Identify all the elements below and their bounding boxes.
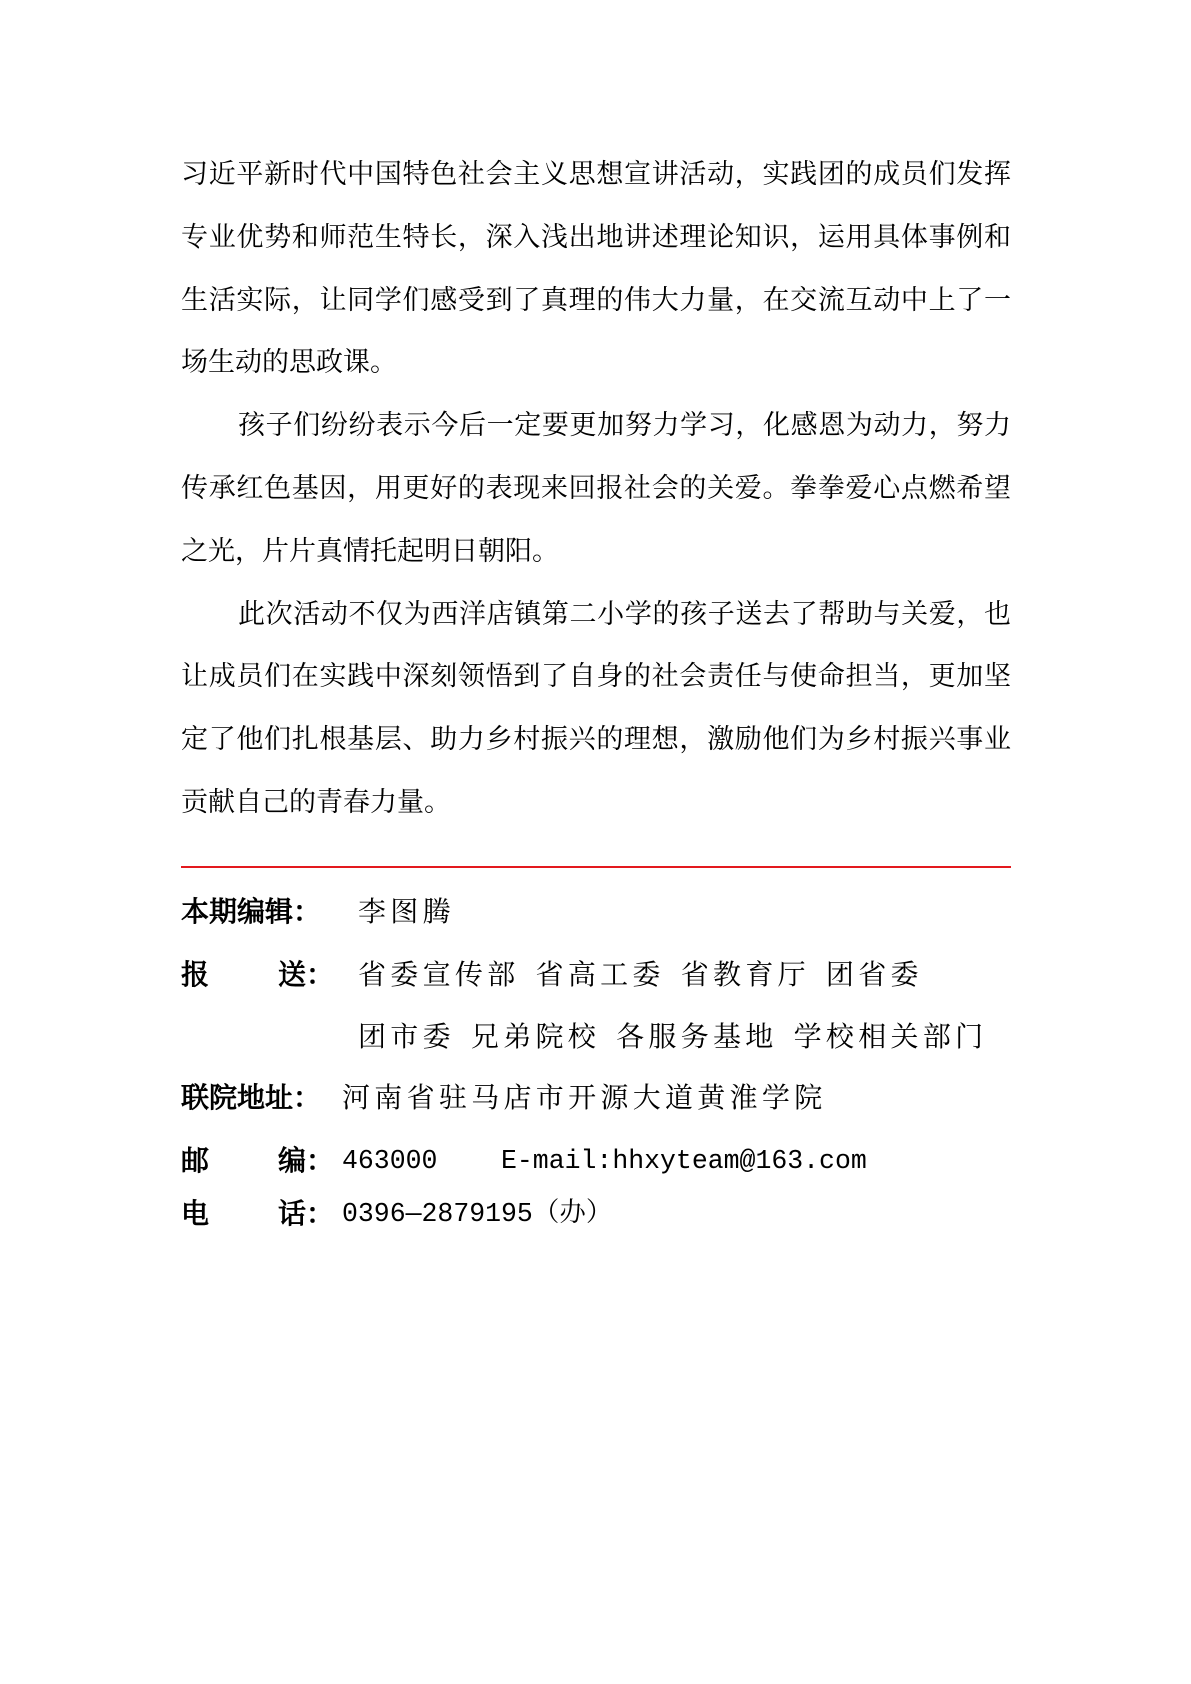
text-line: 此次活动不仅为西洋店镇第二小学的孩子送去了帮助与关爱，也: [238, 598, 1011, 630]
body-text: [181, 144, 1011, 835]
text-line: 之光，片片真情托起明日朝阳。: [181, 535, 559, 567]
text-line: 生活实际，让同学们感受到了真理的伟大力量，在交流互动中上了一: [181, 284, 1011, 316]
editor-label: 本期编辑：: [181, 895, 322, 928]
recipients-row-continued: [181, 1017, 1011, 1057]
recipient-item: 各服务基地: [616, 1020, 778, 1053]
divider-line: [181, 866, 1011, 868]
text-line: 传承红色基因，用更好的表现来回报社会的关爱。拳拳爱心点燃希望: [181, 472, 1011, 504]
phone-value: 0396—2879195（办）: [342, 1199, 613, 1229]
recipients-label-second: 送：: [278, 958, 335, 991]
text-line: 孩子们纷纷表示今后一定要更加努力学习，化感恩为动力，努力: [238, 410, 1011, 442]
recipient-item: 团省委: [825, 958, 923, 991]
recipient-item: 兄弟院校: [470, 1020, 601, 1053]
recipients-list-line-2: [358, 1017, 1003, 1057]
phone-label-second: 话：: [278, 1197, 335, 1230]
recipients-row: [181, 955, 1011, 995]
phone-label-first: 电: [181, 1197, 210, 1230]
editor-name: 李图腾: [358, 895, 455, 928]
address-row: [181, 1078, 1011, 1118]
editor-row: [181, 892, 1011, 932]
paragraph: [181, 144, 1011, 395]
text-line: 定了他们扎根基层、助力乡村振兴的理想，激励他们为乡村振兴事业: [181, 724, 1011, 756]
paragraph: [181, 584, 1011, 835]
postcode-value: 463000: [342, 1146, 438, 1176]
text-line: 贡献自己的青春力量。: [181, 786, 451, 818]
recipient-item: 省委宣传部: [358, 958, 520, 991]
recipient-item: 省教育厅: [680, 958, 810, 991]
email-text: E-mail:hhxyteam@163.com: [501, 1146, 867, 1176]
recipients-label-first: 报: [181, 958, 210, 991]
text-line: 让成员们在实践中深刻领悟到了自身的社会责任与使命担当，更加坚: [181, 661, 1011, 693]
recipient-item: 学校相关部门: [793, 1020, 988, 1053]
postcode-row: [181, 1141, 1011, 1181]
paragraph: [181, 395, 1011, 583]
text-line: 习近平新时代中国特色社会主义思想宣讲活动，实践团的成员们发挥: [181, 159, 1011, 190]
recipients-list-line-1: [358, 955, 939, 995]
phone-row: [181, 1194, 1011, 1234]
recipient-item: 团市委: [358, 1020, 455, 1053]
text-line: 场生动的思政课。: [181, 347, 397, 379]
recipient-item: 省高工委: [535, 958, 665, 991]
text-line: 专业优势和师范生特长，深入浅出地讲述理论知识，运用具体事例和: [181, 221, 1011, 253]
postcode-label-second: 编：: [278, 1144, 335, 1177]
address-value: 河南省驻马店市开源大道黄淮学院: [342, 1081, 827, 1114]
address-label: 联院地址：: [181, 1081, 322, 1114]
postcode-label-first: 邮: [181, 1144, 210, 1177]
